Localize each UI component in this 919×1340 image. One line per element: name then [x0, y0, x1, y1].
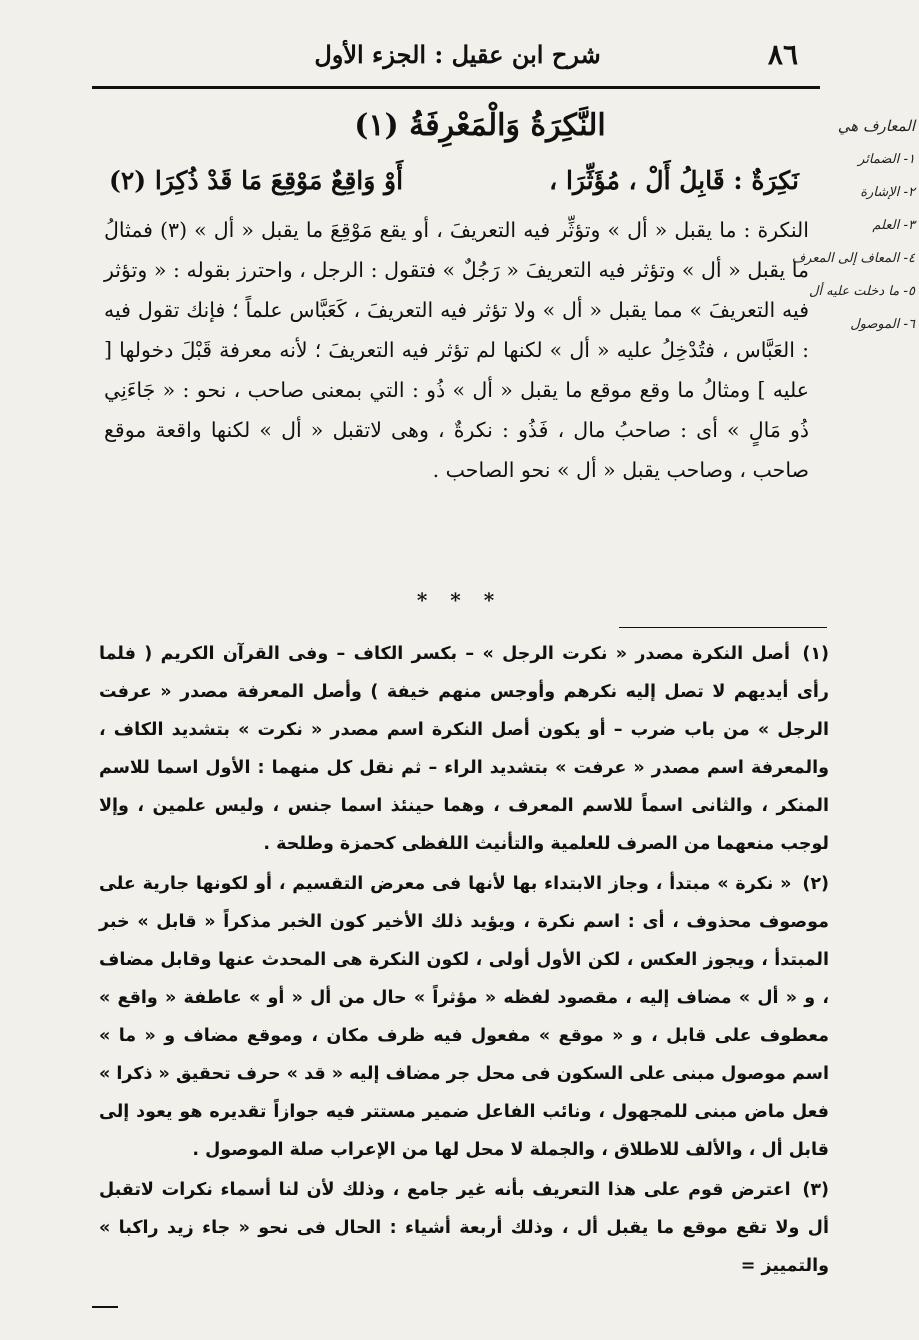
handwritten-margin-notes	[791, 110, 915, 341]
footnote-number: (٣)	[802, 1180, 829, 1200]
footnote-text: أصل النكرة مصدر « نكرت الرجل » – بكسر الكاف – وفى القرآن الكريم ( فلما رأى أيديهم لا تصل إليه نكرهم وأوجس منهم خيفة ) وأصل المعرفة مصدر « عرفت الرجل » من باب ضرب – أو يكون أصل النكرة اسم مصدر « نكرت » بتشديد الكاف ، والمعرفة اسم مصدر « عرفت » بتشديد الراء – ثم نقل كل منهما : الأول اسما للاسم المنكر ، والثانى اسماً للاسم المعرف ، وهما حينئذ اسما جنس ، وليس علمين ، وإلا لوجب منعهما من الصرف للعلمية والتأنيث اللفظى كحمزة وطلحة .	[99, 644, 829, 854]
main-text	[104, 210, 809, 490]
running-title: شرح ابن عقيل : الجزء الأول	[314, 40, 601, 69]
header-rule	[92, 86, 820, 89]
margin-note-item: ٤- المعاف إلى المعرف	[791, 251, 915, 266]
footnote	[99, 635, 829, 863]
page-number: ٨٦	[767, 38, 798, 71]
continuation-mark	[92, 1306, 118, 1308]
footnote-rule	[619, 627, 827, 628]
footnote-text: اعترض قوم على هذا التعريف بأنه غير جامع ، وذلك لأن لنا أسماء نكرات لاتقبل أل ولا تقع موقع ما يقبل أل ، وذلك أربعة أشياء : الحال فى نحو « جاء زيد راكبا » والتمييز =	[99, 1180, 829, 1276]
margin-note-item: ٦- الموصول	[850, 317, 915, 332]
footnote-number: (١)	[802, 644, 830, 664]
margin-note-item: ١- الضمائر	[858, 152, 915, 167]
main-paragraph: النكرة : ما يقبل « أل » وتؤثِّر فيه التعريفَ ، أو يقع مَوْقِعَ ما يقبل « أل » (٣) فمثالُ ما يقبل « أل » وتؤثر فيه التعريفَ « رَجُلٌ » فتقول : الرجل ، واحترز بقوله : « وتؤثر فيه التعريفَ » مما يقبل « أل » ولا تؤثر فيه التعريفَ ، كَعَبَّاس علماً ؛ فإنك تقول فيه : العَبَّاس ، فتُدْخِلُ عليه « أل » لكنها لم تؤثر فيه التعريفَ ؛ لأنه معرفة قَبْلَ دخولها [ عليه ] ومثالُ ما وقع موقع ما يقبل « أل » ذُو : التي بمعنى صاحب ، نحو : « جَاءَنِي ذُو مَالٍ » أى : صاحبُ مال ، فَذُو : نكرةٌ ، وهى لاتقبل « أل » لكنها واقعة موقع صاحب ، وصاحب يقبل « أل » نحو الصاحب .	[104, 218, 809, 482]
footnote	[99, 865, 829, 1169]
footnotes	[99, 635, 829, 1287]
footnote-number: (٢)	[802, 874, 829, 894]
margin-note-item: ٢- الإشارة	[860, 185, 915, 200]
verse-hemistich-1: نَكِرَةٌ : قَابِلُ أَلْ ، مُؤَثِّرَا ،	[549, 166, 799, 195]
margin-note-item: ٥- ما دخلت عليه أل	[808, 284, 915, 299]
section-separator: * * *	[416, 588, 503, 612]
verse-hemistich-2: أَوْ وَاقِعٌ مَوْقِعَ مَا قَدْ ذُكِرَا (٢)	[109, 166, 404, 195]
footnote	[99, 1171, 829, 1285]
section-title: النَّكِرَةُ وَالْمَعْرِفَةُ (١)	[354, 108, 606, 143]
margin-note-item: ٣- العلم	[872, 218, 915, 233]
footnote-text: « نكرة » مبتدأ ، وجاز الابتداء بها لأنها فى معرض التقسيم ، أو لكونها جارية على موصوف محذوف ، أى : اسم نكرة ، ويؤيد ذلك الأخير كون الخبر مذكراً « قابل » خبر المبتدأ ، ويجوز العكس ، لكن الأول أولى ، لكون النكرة هى المحدث عنها وقابل مضاف ، و « أل » مضاف إليه ، مقصود لفظه « مؤثراً » حال من أل « أو » عاطفة « واقع » معطوف على قابل ، و « موقع » مفعول فيه ظرف مكان ، وموقع مضاف و « ما » اسم موصول مبنى على السكون فى محل جر مضاف إليه « قد » حرف تحقيق « ذكرا » فعل ماض مبنى للمجهول ، ونائب الفاعل ضمير مستتر فيه جوازاً تقديره هو يعود إلى قابل أل ، والألف للاطلاق ، والجملة لا محل لها من الإعراب صلة الموصول .	[99, 874, 829, 1160]
page-header	[95, 28, 820, 78]
margin-note-title: المعارف هي	[837, 117, 915, 135]
